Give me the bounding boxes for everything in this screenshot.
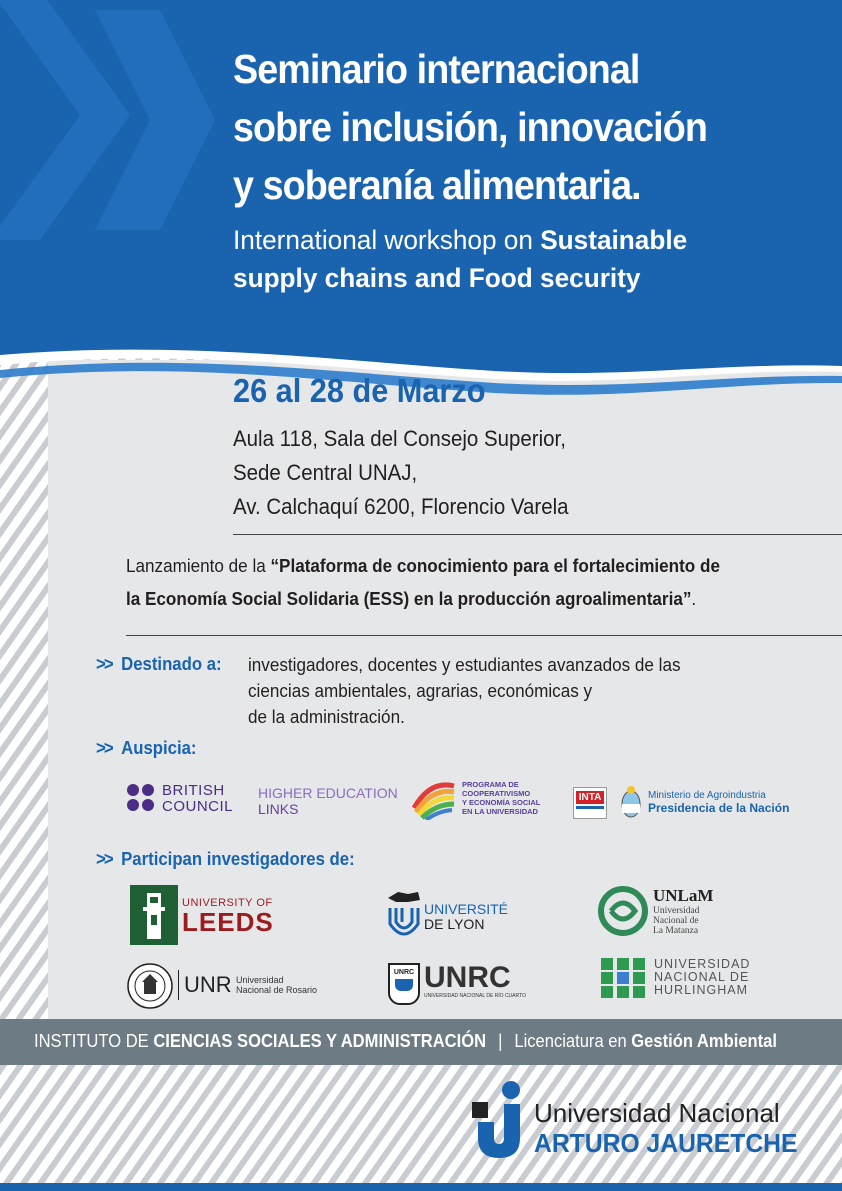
unr-acronym: UNR <box>184 972 232 997</box>
unrc-badge-text: UNRC <box>393 969 415 976</box>
venue-line-2: Sede Central UNAJ, <box>233 460 418 485</box>
leeds-tower-icon <box>130 885 178 945</box>
divider-bottom <box>126 635 842 636</box>
lyon-lion-icon <box>386 888 422 946</box>
unahur-grid-icon <box>601 958 645 998</box>
programa-line-2: COOPERATIVISMO <box>462 789 531 798</box>
participan-label: Participan investigadores de: <box>121 849 355 869</box>
rainbow-map-icon <box>410 778 458 820</box>
launch-bold-1: “Plataforma de conocimiento para el fortalecimiento de <box>270 556 720 576</box>
launch-text <box>126 550 791 616</box>
british-council-line-1: BRITISH <box>162 782 225 799</box>
event-venue <box>233 422 569 524</box>
unrc-shield-icon <box>388 963 420 1005</box>
programa-line-3: Y ECONOMÍA SOCIAL <box>462 798 541 807</box>
page-title <box>233 40 707 214</box>
footer-institute <box>34 1031 777 1052</box>
hurlingham-line-3: HURLINGHAM <box>654 983 749 997</box>
destinado-heading <box>96 654 222 675</box>
institute-bold: CIENCIAS SOCIALES Y ADMINISTRACIÓN <box>153 1031 487 1051</box>
degree-bold: Gestión Ambiental <box>631 1031 777 1051</box>
ministerio-line-2: Presidencia de la Nación <box>648 801 790 815</box>
ministerio-line-1: Ministerio de Agroindustria <box>648 790 766 801</box>
inta-logo <box>573 787 607 819</box>
auspicia-label: Auspicia: <box>121 738 197 758</box>
leeds-line-2: LEEDS <box>182 907 274 937</box>
unrc-acronym: UNRC <box>424 961 511 994</box>
leeds-crest-icon <box>130 885 178 945</box>
double-chevron-icon: >> <box>96 654 112 674</box>
unlam-line-1: Universidad <box>653 906 700 916</box>
venue-line-3: Av. Calchaquí 6200, Florencio Varela <box>233 494 569 519</box>
unr-seal-icon <box>126 962 174 1010</box>
leeds-line-1: UNIVERSITY OF <box>182 897 273 909</box>
subtitle <box>233 221 687 297</box>
title-line-2: sobre inclusión, innovación <box>233 104 707 150</box>
launch-suffix: . <box>691 589 697 609</box>
destinado-line-1: investigadores, docentes y estudiantes avanzados de las <box>248 655 681 675</box>
higher-education-line-1: HIGHER EDUCATION <box>258 785 398 801</box>
unlam-emblem-icon <box>597 885 649 937</box>
hurlingham-line-2: NACIONAL DE <box>654 970 750 984</box>
lyon-line-1: UNIVERSITÉ <box>424 901 509 917</box>
footer-separator: | <box>498 1031 503 1051</box>
destinado-label: Destinado a: <box>121 654 222 674</box>
british-council-dots-icon <box>126 783 160 813</box>
double-chevron-icon: >> <box>96 849 112 869</box>
subtitle-bold-1: Sustainable <box>540 225 688 255</box>
unaj-line-1: Universidad Nacional <box>534 1098 780 1128</box>
bottom-accent-line <box>0 1183 842 1191</box>
participan-heading <box>96 849 355 870</box>
launch-prefix: Lanzamiento de la <box>126 556 271 576</box>
subtitle-bold-2: supply chains and Food security <box>233 263 641 293</box>
unlam-line-2: Nacional de <box>653 916 699 926</box>
title-line-1: Seminario internacional <box>233 46 640 92</box>
unr-line-1: Universidad <box>236 975 284 985</box>
destinado-line-2: ciencias ambientales, agrarias, económicas y <box>248 681 593 701</box>
higher-education-links-logo <box>258 785 398 817</box>
venue-line-1: Aula 118, Sala del Consejo Superior, <box>233 426 566 451</box>
unr-line-2: Nacional de Rosario <box>236 985 318 995</box>
inta-label: INTA <box>576 791 604 804</box>
institute-plain: INSTITUTO DE <box>34 1031 154 1051</box>
title-line-3: y soberanía alimentaria. <box>233 162 641 208</box>
argentina-shield-icon <box>620 785 642 819</box>
unrc-subtitle: UNIVERSIDAD NACIONAL DE RÍO CUARTO <box>424 993 526 999</box>
british-council-line-2: COUNCIL <box>162 798 234 815</box>
lyon-line-2: DE LYON <box>424 916 485 932</box>
degree-plain: Licenciatura en <box>514 1031 632 1051</box>
launch-bold-2: la Economía Social Solidaria (ESS) en la producción agroalimentaria” <box>126 589 692 609</box>
unaj-symbol-icon <box>472 1080 528 1162</box>
programa-line-4: EN LA UNIVERSIDAD <box>462 807 538 816</box>
higher-education-line-2: LINKS <box>258 801 299 817</box>
subtitle-plain: International workshop on <box>233 225 541 255</box>
unlam-line-3: La Matanza <box>653 926 699 936</box>
auspicia-heading <box>96 738 196 759</box>
event-date: 26 al 28 de Marzo <box>233 372 486 409</box>
double-chevron-icon: >> <box>96 738 112 758</box>
unlam-title: UNLaM <box>653 886 714 905</box>
hurlingham-line-1: UNIVERSIDAD <box>654 957 751 971</box>
programa-line-1: PROGRAMA DE <box>462 780 519 789</box>
destinado-text <box>248 652 681 730</box>
destinado-line-3: de la administración. <box>248 707 405 727</box>
divider-top <box>233 534 842 535</box>
leeds-logo <box>182 897 274 935</box>
unaj-line-2: ARTURO JAURETCHE <box>534 1128 798 1158</box>
